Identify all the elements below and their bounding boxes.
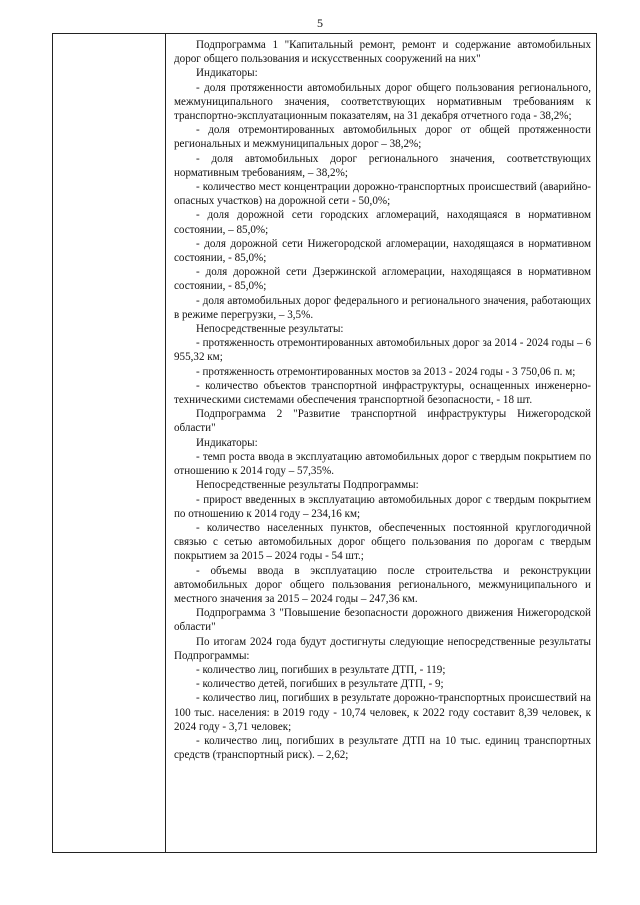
- list-item: - доля отремонтированных автомобильных дорог от общей протяженности региональных и межмуниципальных дорог – 38,2%;: [174, 124, 591, 151]
- list-item: - количество лиц, погибших в результате дорожно-транспортных происшествий на 100 тыс. населения: в 2019 году - 10,74 человек, к 2022 году составит 8,39 человек, к 2024 году - 3,71 человек;: [174, 692, 591, 733]
- list-item: - протяженность отремонтированных мостов за 2013 - 2024 годы - 3 750,06 п. м;: [196, 365, 576, 378]
- list-item: - количество лиц, погибших в результате ДТП, - 119;: [196, 663, 446, 676]
- page-number: 5: [317, 16, 323, 30]
- document-table: [52, 33, 597, 853]
- list-item: - объемы ввода в эксплуатацию после строительства и реконструкции автомобильных дорог общего пользования регионального, межмуниципального и местного значения за 2015 – 2024 годы – 247,36 км.: [174, 564, 591, 605]
- list-item: - доля дорожной сети городских агломераций, находящаяся в нормативном состоянии, – 85,0%;: [174, 209, 591, 236]
- list-item: - доля протяженности автомобильных дорог общего пользования регионального, межмуниципального значения, соответствующих нормативным требованиям к транспортно-эксплуатационным показателям, на 31 декабря отчетного года - 38,2%;: [174, 81, 591, 123]
- table-left-column: [53, 34, 166, 852]
- list-item: - темп роста ввода в эксплуатацию автомобильных дорог с твердым покрытием по отношению к 2014 году – 57,35%.: [174, 450, 591, 478]
- list-item: - количество лиц, погибших в результате ДТП на 10 тыс. единиц транспортных средств (транспортный риск). – 2,62;: [174, 734, 591, 762]
- list-item: - доля автомобильных дорог регионального значения, соответствующих нормативным требованиям, – 38,2%;: [174, 152, 591, 179]
- list-item: - доля дорожной сети Дзержинской агломерации, находящаяся в нормативном состоянии, - 85,0%;: [174, 266, 591, 293]
- list-item: - количество детей, погибших в результате ДТП, - 9;: [196, 678, 444, 691]
- list-item: - количество объектов транспортной инфраструктуры, оснащенных инженерно-техническими системами обеспечения транспортной безопасности, - 18 шт.: [174, 379, 591, 407]
- subprogram-3-heading: Подпрограмма 3 "Повышение безопасности дорожного движения Нижегородской области": [174, 607, 591, 634]
- list-item: - протяженность отремонтированных автомобильных дорог за 2014 - 2024 годы – 6 955,32 км;: [174, 337, 591, 364]
- results-intro: По итогам 2024 года будут достигнуты следующие непосредственные результаты Подпрограммы:: [174, 635, 591, 662]
- table-right-column: [166, 34, 596, 852]
- indicators-label: Индикаторы:: [196, 67, 258, 80]
- subprogram-1-heading: Подпрограмма 1 "Капитальный ремонт, ремонт и содержание автомобильных дорог общего пользования и искусственных сооружений на них": [174, 39, 591, 66]
- list-item: - доля автомобильных дорог федерального и регионального значения, работающих в режиме перегрузки, – 3,5%.: [174, 294, 591, 321]
- list-item: - доля дорожной сети Нижегородской агломерации, находящаяся в нормативном состоянии, - 85,0%;: [174, 237, 591, 265]
- indicators-label: Индикаторы:: [196, 436, 258, 449]
- direct-results-label: Непосредственные результаты Подпрограммы:: [196, 479, 419, 492]
- list-item: - прирост введенных в эксплуатацию автомобильных дорог с твердым покрытием по отношению к 2014 году – 234,16 км;: [174, 493, 591, 520]
- direct-results-label: Непосредственные результаты:: [196, 323, 344, 336]
- list-item: - количество мест концентрации дорожно-транспортных происшествий (аварийно-опасных участков) на дорожной сети - 50,0%;: [174, 181, 591, 208]
- list-item: - количество населенных пунктов, обеспеченных постоянной круглогодичной связью с сетью автомобильных дорог общего пользования по дорогам с твердым покрытием за 2015 – 2024 годы - 54 шт.;: [174, 521, 591, 563]
- subprogram-2-heading: Подпрограмма 2 "Развитие транспортной инфраструктуры Нижегородской области": [174, 408, 591, 435]
